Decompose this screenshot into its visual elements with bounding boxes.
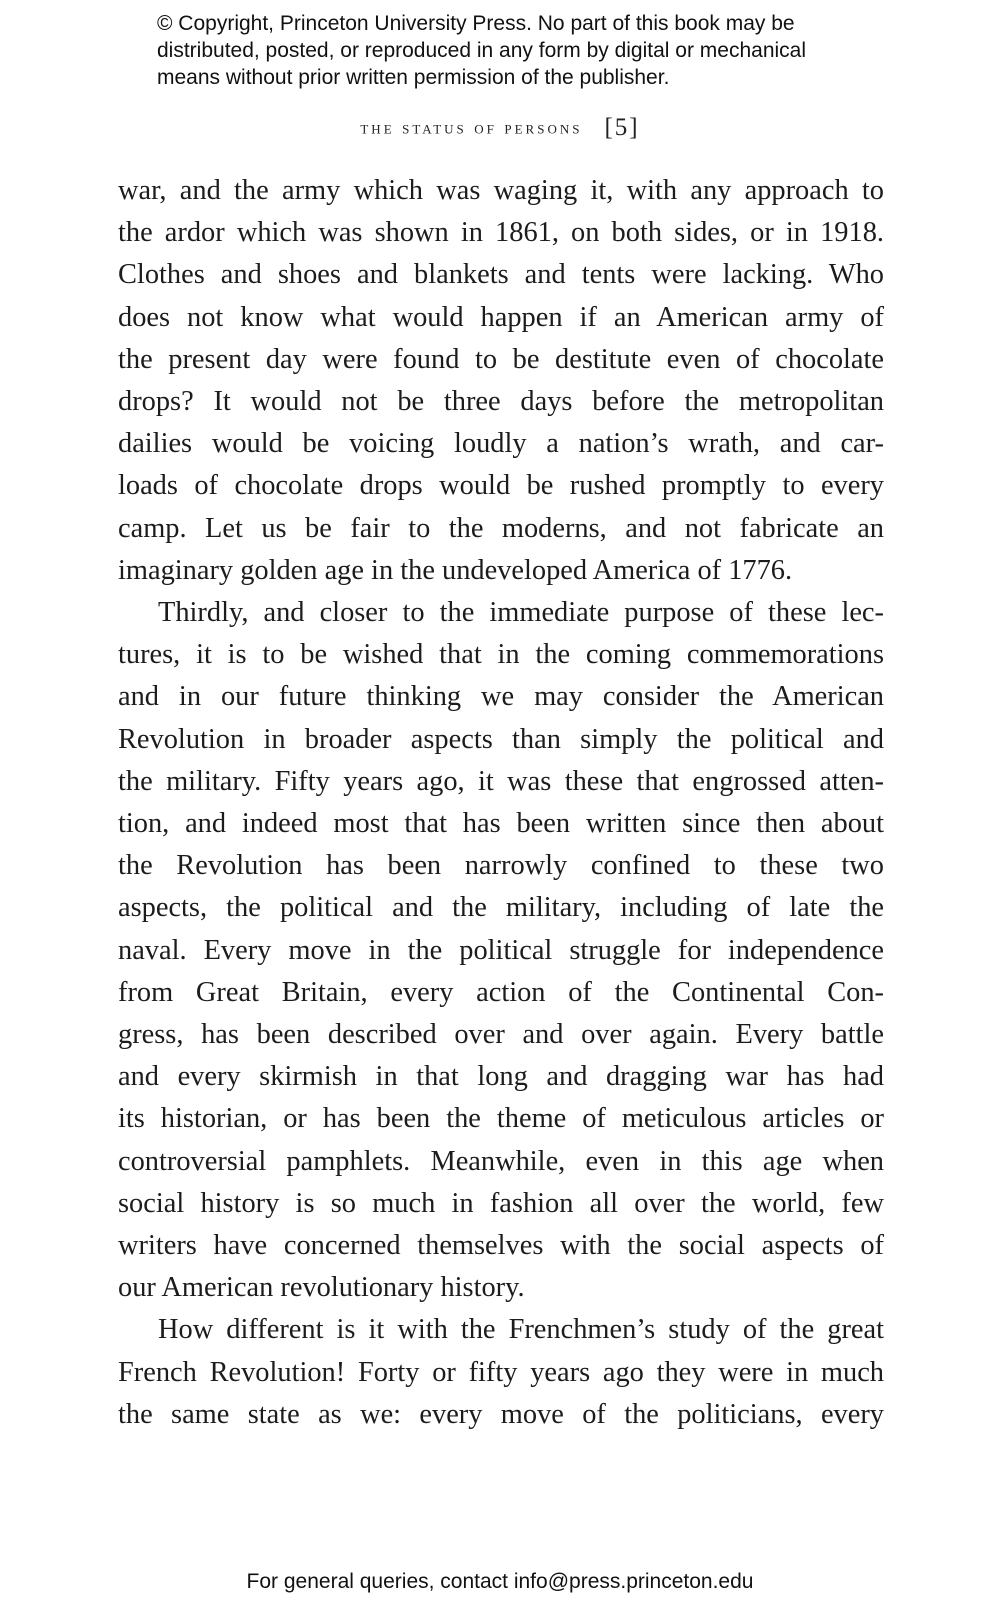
text-line: aspects, the political and the military, including of late the bbox=[118, 892, 884, 924]
text-line: Clothes and shoes and blankets and tents were lacking. Who bbox=[118, 259, 884, 291]
text-line: its historian, or has been the theme of meticulous articles or bbox=[118, 1103, 884, 1135]
text-line: drops? It would not be three days before the metropolitan bbox=[118, 386, 884, 418]
copyright-line: distributed, posted, or reproduced in any form by digital or mechanical bbox=[157, 39, 807, 62]
text-line: and every skirmish in that long and dragging war has had bbox=[118, 1061, 884, 1093]
text-line: the present day were found to be destitute even of chocolate bbox=[118, 343, 884, 375]
page-number: [5] bbox=[604, 114, 640, 141]
text-line: controversial pamphlets. Meanwhile, even in this age when bbox=[118, 1145, 884, 1177]
text-line: Revolution in broader aspects than simply the political and bbox=[118, 723, 884, 755]
body-text bbox=[118, 170, 884, 1436]
text-line: How different is it with the Frenchmen’s study of the great bbox=[158, 1314, 884, 1346]
text-line: loads of chocolate drops would be rushed promptly to every bbox=[118, 470, 884, 502]
text-line: tures, it is to be wished that in the coming commemorations bbox=[118, 639, 884, 671]
text-line: tion, and indeed most that has been written since then about bbox=[118, 808, 884, 840]
text-line: the military. Fifty years ago, it was these that engrossed atten- bbox=[118, 765, 884, 797]
copyright-line: means without prior written permission of the publisher. bbox=[157, 66, 670, 89]
text-line: camp. Let us be fair to the moderns, and not fabricate an bbox=[118, 512, 884, 544]
running-title: the status of persons bbox=[360, 117, 583, 138]
running-head bbox=[0, 114, 1000, 142]
text-line: the Revolution has been narrowly confined to these two bbox=[118, 850, 884, 882]
text-line: does not know what would happen if an American army of bbox=[118, 301, 884, 333]
text-line: Thirdly, and closer to the immediate purpose of these lec- bbox=[158, 597, 884, 629]
footer-contact: For general queries, contact info@press.princeton.edu bbox=[246, 1570, 754, 1593]
copyright-line: © Copyright, Princeton University Press. No part of this book may be bbox=[157, 12, 795, 35]
text-line: the ardor which was shown in 1861, on both sides, or in 1918. bbox=[118, 217, 884, 249]
text-line: writers have concerned themselves with the social aspects of bbox=[118, 1230, 884, 1262]
text-line: the same state as we: every move of the politicians, every bbox=[118, 1398, 884, 1430]
text-line: imaginary golden age in the undeveloped America of 1776. bbox=[118, 554, 793, 586]
text-line: gress, has been described over and over again. Every battle bbox=[118, 1019, 884, 1051]
text-line: from Great Britain, every action of the Continental Con- bbox=[118, 976, 884, 1008]
copyright-notice bbox=[157, 10, 917, 91]
text-line: social history is so much in fashion all over the world, few bbox=[118, 1187, 884, 1219]
text-line: war, and the army which was waging it, with any approach to bbox=[118, 175, 884, 206]
text-line: and in our future thinking we may consider the American bbox=[118, 681, 884, 713]
text-line: our American revolutionary history. bbox=[118, 1272, 525, 1304]
text-line: dailies would be voicing loudly a nation’s wrath, and car- bbox=[118, 428, 884, 460]
text-line: naval. Every move in the political struggle for independence bbox=[118, 934, 884, 966]
text-line: French Revolution! Forty or fifty years ago they were in much bbox=[118, 1356, 884, 1388]
